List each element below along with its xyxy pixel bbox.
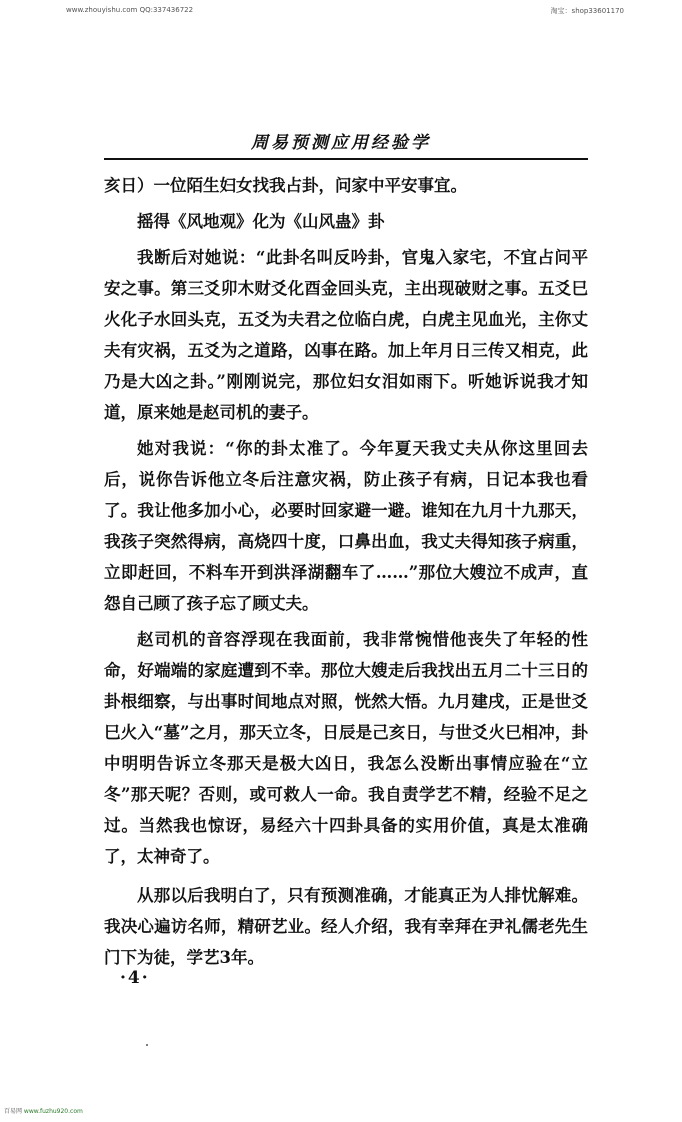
paragraph-6: 从那以后我明白了，只有预测准确，才能真正为人排忧解难。我决心遍访名师，精研艺业。经人介绍，我有幸拜在尹礼儒老先生门下为徒，学艺3年。 [104, 886, 588, 967]
scan-footer [4, 1106, 83, 1115]
paragraph-3: 我断后对她说：“此卦名叫反吟卦，官鬼入家宅，不宜占问平安之事。第三爻卯木财爻化酉金回头克，主出现破财之事。五爻巳火化子水回头克，五爻为夫君之位临白虎，白虎主见血光，主你丈夫有灾祸，五爻为之道路，凶事在路。加上年月日三传又相克，此乃是大凶之卦。”刚刚说完，那位妇女泪如雨下。听她诉说我才知道，原来她是赵司机的妻子。 [104, 248, 588, 422]
page-number: ·4· [120, 968, 150, 988]
paragraph-1: 亥日）一位陌生妇女找我占卦，问家中平安事宜。 [104, 176, 467, 195]
paragraph-2: 摇得《风地观》化为《山风蛊》卦 [137, 212, 385, 231]
footer-site: www.fuzhu920.com [23, 1108, 83, 1115]
scan-speck [146, 1044, 148, 1046]
footer-prefix: 百易网 [4, 1108, 24, 1115]
body-text [104, 170, 588, 973]
header-rule [104, 158, 588, 160]
top-bar-website: www.zhouyishu.com QQ:337436722 [66, 6, 194, 14]
running-header: 周易预测应用经验学 [251, 133, 431, 153]
paragraph-4: 她对我说：“你的卦太准了。今年夏天我丈夫从你这里回去后，说你告诉他立冬后注意灾祸，防止孩子有病，日记本我也看了。我让他多加小心，必要时回家避一避。谁知在九月十九那天，我孩子突然得病，高烧四十度，口鼻出血，我丈夫得知孩子病重，立即赶回，不料车开到洪泽湖翻车了……”那位大嫂泣不成声，直怨自己顾了孩子忘了顾丈夫。 [104, 439, 588, 613]
scan-top-bar [0, 4, 682, 18]
paragraph-5: 赵司机的音容浮现在我面前，我非常惋惜他丧失了年轻的性命，好端端的家庭遭到不幸。那位大嫂走后我找出五月二十三日的卦根细察，与出事时间地点对照，恍然大悟。九月建戌，正是世爻巳火入“墓”之月，那天立冬，日辰是己亥日，与世爻火巳相冲，卦中明明告诉立冬那天是极大凶日，我怎么没断出事情应验在“立冬”那天呢？否则，或可救人一命。我自责学艺不精，经验不足之过。当然我也惊讶，易经六十四卦具备的实用价值，真是太准确了，太神奇了。 [104, 630, 588, 866]
top-bar-shop: 淘宝：shop33601170 [550, 7, 624, 15]
